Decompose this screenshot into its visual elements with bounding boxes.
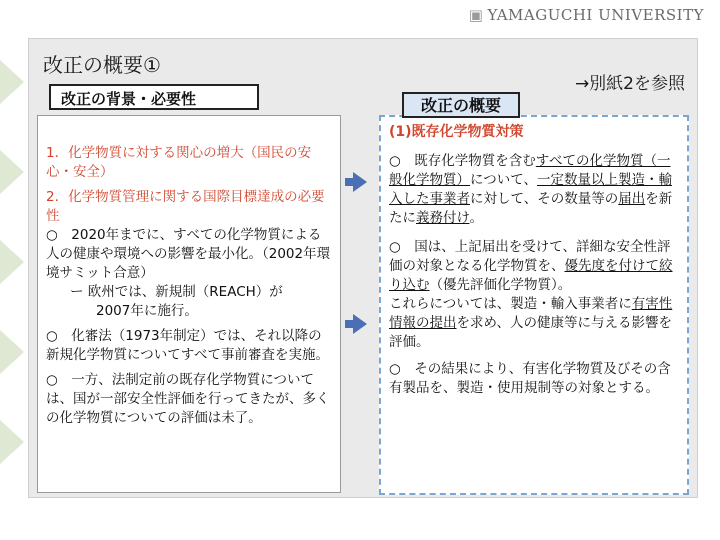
bullet-1-sub: ー 欧州では、新規制（REACH）が [70, 284, 283, 300]
university-name: YAMAGUCHI UNIVERSITY [487, 6, 704, 24]
bullet-1: ○ 2020年までに、すべての化学物質による人の健康や環境への影響を最小化。（2002年環境サミット合意） [46, 227, 331, 281]
summary-item-2 [389, 238, 681, 352]
text-part: について、 [470, 172, 537, 188]
arrow-stem [345, 178, 353, 186]
chevron-decoration [0, 330, 24, 374]
text-part: を求め、人の健康等に与える影響を評価。 [389, 315, 672, 350]
bullet-2: ○ 化審法（1973年制定）では、それ以降の新規化学物質についてすべて事前審査を実施。 [46, 328, 329, 363]
decorative-chevrons [0, 0, 30, 540]
text-part: を新たに [389, 191, 673, 226]
arrow-stem [345, 320, 353, 328]
chevron-decoration [0, 420, 24, 464]
text-part-underlined: 有害性情報の提出 [389, 296, 673, 331]
text-part-underlined: 届出 [618, 191, 646, 207]
text-part: 。 [469, 210, 483, 226]
slide-title: 改正の概要① [43, 53, 161, 77]
text-part-underlined: 義務付け [416, 210, 470, 226]
right-arrow-icon [353, 314, 367, 334]
text-part-underlined: 優先度を付けて絞り込む [389, 258, 673, 293]
slide [28, 38, 698, 498]
text-part: （優先評価化学物質）。 [429, 277, 572, 293]
section-title: (1)既存化学物質対策 [389, 124, 524, 140]
chevron-decoration [0, 240, 24, 284]
summary-box [379, 115, 689, 495]
right-arrow-icon [353, 172, 367, 192]
reference-note: →別紙2を参照 [574, 74, 685, 94]
summary-item-3: ○ その結果により、有害化学物質及びその含有製品を、製造・使用規制等の対象とする。 [389, 361, 671, 396]
summary-heading: 改正の概要 [402, 92, 520, 118]
background-box [37, 115, 341, 493]
chevron-decoration [0, 60, 24, 104]
bullet-3: ○ 一方、法制定前の既存化学物質については、国が一部安全性評価を行ってきたが、多くの化学物質についての評価は未了。 [46, 372, 330, 426]
summary-item-1 [389, 152, 681, 228]
text-part: ○ 既存化学物質を含む [389, 153, 536, 169]
text-part: に対して、その数量等の [470, 191, 619, 207]
text-part: これらについては、製造・輸入事業者に [389, 296, 632, 312]
text-part: ○ 国は、上記届出を受けて、詳細な安全性評価の対象となる化学物質を、 [389, 239, 671, 274]
background-heading: 改正の背景・必要性 [49, 84, 259, 110]
point-2: 2．化学物質管理に関する国際目標達成の必要性 [46, 189, 325, 224]
text-part-underlined: 一定数量以上製造・輸入した事業者 [389, 172, 672, 207]
university-logo: ▣ YAMAGUCHI UNIVERSITY [468, 6, 704, 24]
chevron-decoration [0, 150, 24, 194]
bullet-1-sub2: 2007年に施行。 [96, 303, 198, 319]
point-1: 1．化学物質に対する関心の増大（国民の安心・安全） [46, 145, 312, 180]
text-part-underlined: すべての化学物質（一般化学物質） [389, 153, 671, 188]
